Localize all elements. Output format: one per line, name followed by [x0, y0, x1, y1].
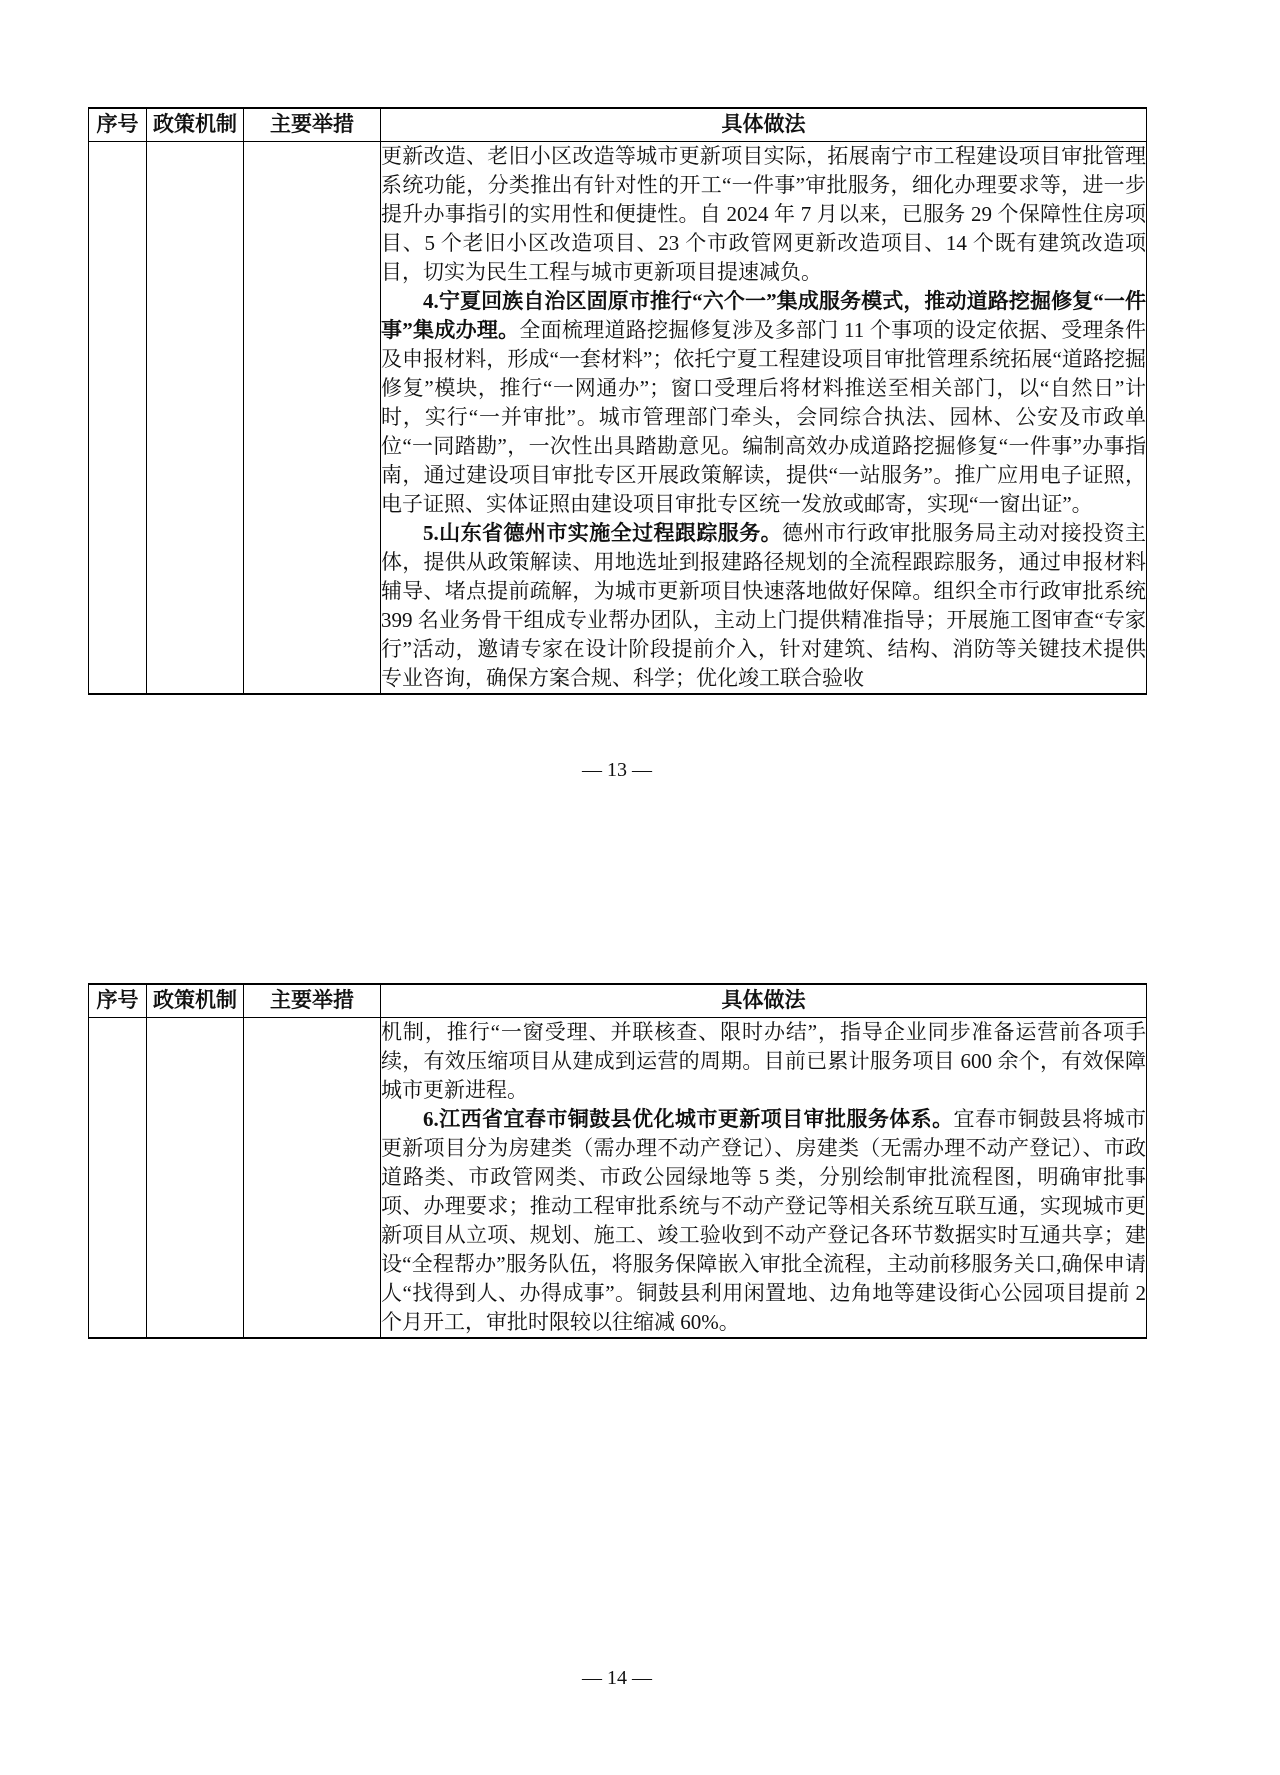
specific-practices-cell	[381, 1018, 1147, 1339]
header-col-main-measures: 主要举措	[244, 984, 381, 1018]
page-number-13: — 13 —	[582, 759, 652, 781]
header-col-main-measures: 主要举措	[244, 108, 381, 142]
document-body	[88, 107, 1146, 1693]
header-col-specific-practices: 具体做法	[381, 108, 1147, 142]
paragraph	[381, 1105, 1146, 1337]
bold-text-run: 5.山东省德州市实施全过程跟踪服务。	[423, 521, 783, 545]
header-col-specific-practices: 具体做法	[381, 984, 1147, 1018]
header-col-policy-mechanism: 政策机制	[147, 108, 244, 142]
paragraph	[381, 1018, 1146, 1105]
header-col-serial: 序号	[89, 108, 147, 142]
table-header-row	[89, 108, 1147, 142]
table-header-row	[89, 984, 1147, 1018]
paragraph	[381, 142, 1146, 287]
page-number-14: — 14 —	[582, 1667, 652, 1689]
main-measures-cell	[244, 1018, 381, 1339]
header-col-policy-mechanism: 政策机制	[147, 984, 244, 1018]
text-run: 更新改造、老旧小区改造等城市更新项目实际，拓展南宁市工程建设项目审批管理系统功能，分类推出有针对性的开工“一件事”审批服务，细化办理要求等，进一步提升办事指引的实用性和便捷性。自 2024 年 7 月以来，已服务 29 个保障性住房项目、5 个老旧小区改造项目、23 个市政管网更新改造项目、14 个既有建筑改造项目，切实为民生工程与城市更新项目提速减负。	[381, 144, 1146, 284]
paragraph	[381, 519, 1146, 693]
paragraph	[381, 287, 1146, 519]
text-run: 宜春市铜鼓县将城市更新项目分为房建类（需办理不动产登记）、房建类（无需办理不动产登记）、市政道路类、市政管网类、市政公园绿地等 5 类，分别绘制审批流程图，明确审批事项、办理要求；推动工程审批系统与不动产登记等相关系统互联互通，实现城市更新项目从立项、规划、施工、竣工验收到不动产登记各环节数据实时互通共享；建设“全程帮办”服务队伍，将服务保障嵌入审批全流程，主动前移服务关口,确保申请人“找得到人、办得成事”。铜鼓县利用闲置地、边角地等建设街心公园项目提前 2 个月开工，审批时限较以往缩减 60%。	[381, 1107, 1147, 1334]
policy-table-page-14	[88, 983, 1147, 1339]
specific-practices-cell	[381, 142, 1147, 695]
serial-cell	[89, 1018, 147, 1339]
bold-text-run: 6.江西省宜春市铜鼓县优化城市更新项目审批服务体系。	[423, 1107, 954, 1131]
header-col-serial: 序号	[89, 984, 147, 1018]
policy-table-page-13	[88, 107, 1147, 695]
bold-text-run: 4.宁夏回族自治区固原市推行“六个一”集成服务模式，推动道路挖掘修复“一件事”集成办理。	[381, 289, 1146, 342]
text-run: 德州市行政审批服务局主动对接投资主体，提供从政策解读、用地选址到报建路径规划的全流程跟踪服务，通过申报材料辅导、堵点提前疏解，为城市更新项目快速落地做好保障。组织全市行政审批系统 399 名业务骨干组成专业帮办团队，主动上门提供精准指导；开展施工图审查“专家行”活动，邀请专家在设计阶段提前介入，针对建筑、结构、消防等关键技术提供专业咨询，确保方案合规、科学；优化竣工联合验收	[381, 521, 1147, 690]
policy-mechanism-cell	[147, 142, 244, 695]
serial-cell	[89, 142, 147, 695]
table-row	[89, 142, 1147, 695]
policy-mechanism-cell	[147, 1018, 244, 1339]
text-run: 机制，推行“一窗受理、并联核查、限时办结”，指导企业同步准备运营前各项手续，有效压缩项目从建成到运营的周期。目前已累计服务项目 600 余个，有效保障城市更新进程。	[381, 1020, 1146, 1102]
main-measures-cell	[244, 142, 381, 695]
text-run: 全面梳理道路挖掘修复涉及多部门 11 个事项的设定依据、受理条件及申报材料，形成“一套材料”；依托宁夏工程建设项目审批管理系统拓展“道路挖掘修复”模块，推行“一网通办”；窗口受理后将材料推送至相关部门，以“自然日”计时，实行“一并审批”。城市管理部门牵头，会同综合执法、园林、公安及市政单位“一同踏勘”，一次性出具踏勘意见。编制高效办成道路挖掘修复“一件事”办事指南，通过建设项目审批专区开展政策解读，提供“一站服务”。推广应用电子证照，电子证照、实体证照由建设项目审批专区统一发放或邮寄，实现“一窗出证”。	[381, 318, 1147, 516]
table-row	[89, 1018, 1147, 1339]
